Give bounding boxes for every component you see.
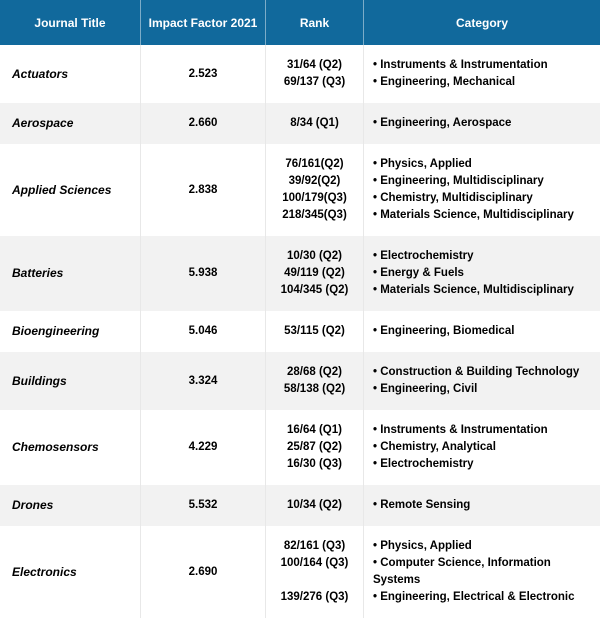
journal-title-text: Buildings <box>12 373 67 388</box>
rank-line: 25/87 (Q2) <box>287 441 342 453</box>
rank-line: 69/137 (Q3) <box>283 76 346 88</box>
journal-title-text: Chemosensors <box>12 440 99 454</box>
impact-factor-cell <box>140 144 265 236</box>
impact-factor-value: 3.324 <box>188 374 218 387</box>
category-cell <box>363 236 600 311</box>
journal-title-cell <box>0 485 140 526</box>
column-header-journal-title: Journal Title <box>34 15 106 30</box>
rank-line: 10/30 (Q2) <box>287 250 342 262</box>
rank-line: 104/345 (Q2) <box>280 284 349 296</box>
category-cell <box>363 410 600 485</box>
impact-factor-value: 2.690 <box>188 565 218 578</box>
category-line: • Electrochemistry <box>373 250 474 262</box>
journal-title-cell <box>0 311 140 352</box>
category-line: • Engineering, Civil <box>373 383 478 395</box>
impact-factor-cell <box>140 352 265 410</box>
journal-title-cell <box>0 526 140 618</box>
rank-line: 100/164 (Q3) <box>280 557 349 569</box>
category-line: • Chemistry, Analytical <box>373 441 496 453</box>
category-item <box>373 282 598 299</box>
category-item <box>373 248 598 265</box>
impact-factor-value: 5.532 <box>188 499 218 511</box>
impact-factor-cell <box>140 311 265 352</box>
rank-line: 39/92(Q2) <box>288 175 341 187</box>
table-row <box>0 311 600 352</box>
category-cell <box>363 311 600 352</box>
category-line: • Engineering, Mechanical <box>373 76 516 88</box>
rank-line: 53/115 (Q2) <box>284 325 345 337</box>
category-cell <box>363 485 600 526</box>
category-item <box>373 456 598 473</box>
rank-line <box>313 572 316 589</box>
journal-title-cell <box>0 410 140 485</box>
category-cell <box>363 45 600 103</box>
impact-factor-value: 5.938 <box>188 267 218 279</box>
journal-title-cell <box>0 45 140 103</box>
impact-factor-value: 2.838 <box>188 183 218 196</box>
category-item <box>373 439 598 456</box>
table-row <box>0 485 600 526</box>
category-cell <box>363 144 600 236</box>
category-cell <box>363 526 600 618</box>
impact-factor-value: 5.046 <box>188 325 218 337</box>
category-line: • Engineering, Multidisciplinary <box>373 175 544 187</box>
table-row <box>0 526 600 618</box>
category-item <box>373 364 598 381</box>
table-row <box>0 352 600 410</box>
category-cell <box>363 103 600 144</box>
category-line: • Energy & Fuels <box>373 267 464 279</box>
category-item <box>373 57 598 74</box>
category-item <box>373 555 598 589</box>
impact-factor-cell <box>140 410 265 485</box>
table-header-row <box>0 0 600 45</box>
category-item <box>373 538 598 555</box>
rank-line: 218/345(Q3) <box>282 209 347 221</box>
rank-cell <box>265 311 363 352</box>
category-item <box>373 497 598 514</box>
impact-factor-cell <box>140 45 265 103</box>
rank-line: 8/34 (Q1) <box>290 117 339 129</box>
journal-title-cell <box>0 144 140 236</box>
category-line: • Electrochemistry <box>373 458 474 470</box>
category-line: Systems <box>373 574 421 586</box>
journal-title-cell <box>0 352 140 410</box>
table-row <box>0 103 600 144</box>
rank-line: 58/138 (Q2) <box>283 383 346 395</box>
journal-title-text: Bioengineering <box>12 324 100 338</box>
impact-factor-value: 4.229 <box>188 441 218 453</box>
journal-title-cell <box>0 103 140 144</box>
impact-factor-cell <box>140 103 265 144</box>
rank-line: 16/64 (Q1) <box>287 424 342 436</box>
impact-factor-value: 2.523 <box>188 67 218 80</box>
rank-line: 139/276 (Q3) <box>280 591 349 603</box>
table-row <box>0 410 600 485</box>
category-line: • Engineering, Electrical & Electronic <box>373 591 575 603</box>
category-item <box>373 74 598 91</box>
category-item <box>373 190 598 207</box>
impact-factor-cell <box>140 485 265 526</box>
rank-cell <box>265 526 363 618</box>
category-line: • Engineering, Biomedical <box>373 325 515 337</box>
journal-title-cell <box>0 236 140 311</box>
category-item <box>373 156 598 173</box>
rank-line: 31/64 (Q2) <box>287 59 342 71</box>
rank-line: 16/30 (Q3) <box>287 458 342 470</box>
category-line: • Physics, Applied <box>373 158 472 170</box>
category-cell <box>363 352 600 410</box>
rank-cell <box>265 352 363 410</box>
rank-cell <box>265 45 363 103</box>
category-item <box>373 381 598 398</box>
category-line: • Computer Science, Information <box>373 557 551 569</box>
category-item <box>373 173 598 190</box>
journal-title-text: Drones <box>12 498 54 512</box>
table-row <box>0 144 600 236</box>
rank-line: 76/161(Q2) <box>285 158 344 170</box>
category-line: • Chemistry, Multidisciplinary <box>373 192 533 204</box>
category-line: • Construction & Building Technology <box>373 366 580 378</box>
impact-factor-cell <box>140 236 265 311</box>
category-item <box>373 422 598 439</box>
column-header-category: Category <box>363 0 600 45</box>
category-line: • Instruments & Instrumentation <box>373 59 548 71</box>
column-header-rank: Rank <box>265 0 363 45</box>
category-line: • Instruments & Instrumentation <box>373 424 548 436</box>
journal-title-text: Batteries <box>12 266 64 280</box>
category-line: • Materials Science, Multidisciplinary <box>373 209 574 221</box>
category-line: • Engineering, Aerospace <box>373 117 512 129</box>
rank-line: 10/34 (Q2) <box>287 499 342 511</box>
journal-title-text: Actuators <box>12 66 69 81</box>
journal-title-text: Electronics <box>12 564 77 579</box>
table-row <box>0 236 600 311</box>
rank-cell <box>265 236 363 311</box>
rank-line: 100/179(Q3) <box>282 192 347 204</box>
category-item <box>373 207 598 224</box>
category-line: • Remote Sensing <box>373 499 471 511</box>
rank-cell <box>265 410 363 485</box>
rank-cell <box>265 144 363 236</box>
table-body <box>0 45 600 618</box>
category-item <box>373 115 598 132</box>
rank-line: 49/119 (Q2) <box>284 267 345 279</box>
rank-line: 28/68 (Q2) <box>287 366 342 378</box>
rank-cell <box>265 103 363 144</box>
rank-line: 82/161 (Q3) <box>283 540 346 552</box>
table-row <box>0 45 600 103</box>
category-line: • Materials Science, Multidisciplinary <box>373 284 574 296</box>
category-item <box>373 589 598 606</box>
column-header-impact-factor: Impact Factor 2021 <box>140 0 265 45</box>
category-line: • Physics, Applied <box>373 540 472 552</box>
journal-title-text: Aerospace <box>12 116 74 130</box>
journal-title-text: Applied Sciences <box>12 182 112 197</box>
category-item <box>373 265 598 282</box>
rank-cell <box>265 485 363 526</box>
impact-factor-value: 2.660 <box>188 117 218 129</box>
category-item <box>373 323 598 340</box>
impact-factor-cell <box>140 526 265 618</box>
